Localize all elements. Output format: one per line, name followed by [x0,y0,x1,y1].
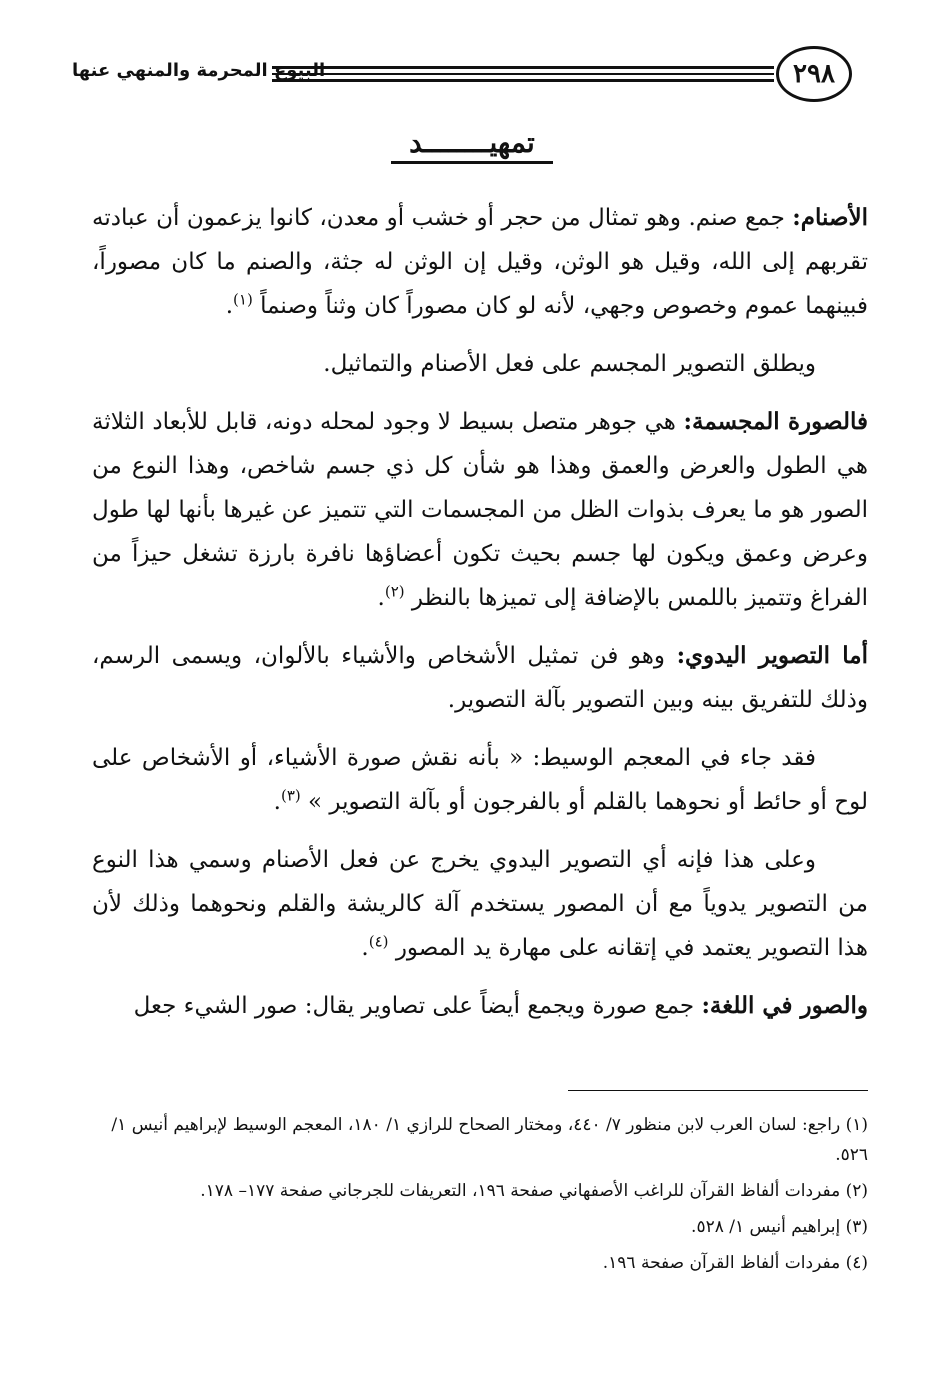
paragraph [92,342,868,386]
body-text [92,196,868,1042]
term: والصور في اللغة: [701,992,868,1019]
header-rule [272,73,774,75]
term: الأصنام: [792,204,868,231]
paragraph [92,634,868,722]
footnote-ref: (١) [233,290,253,309]
paragraph-text: وهو فن تمثيل الأشخاص والأشياء بالألوان، ويسمى الرسم، وذلك للتفريق بينه وبين التصوير بآلة التصوير. [92,643,868,713]
paragraph-end: . [225,293,234,319]
footnotes [74,1110,868,1284]
paragraph-text: فقد جاء في المعجم الوسيط: « بأنه نقش صورة الأشياء، أو الأشخاص على لوح أو حائط أو نحوهما بالقلم أو بالفرجون أو بآلة التصوير » [92,745,868,815]
paragraph-text: وعلى هذا فإنه أي التصوير اليدوي يخرج عن فعل الأصنام وسمي هذا النوع من التصوير يدوياً مع أن المصور يستخدم آلة كالريشة والقلم ونحوهما وذلك لأن هذا التصوير يعتمد في إتقانه على مهارة يد المصور [92,847,868,961]
term: أما التصوير اليدوي: [676,642,868,669]
paragraph-end: . [377,585,385,611]
paragraph [92,196,868,328]
paragraph-end: . [273,789,281,815]
footnote-ref: (٢) [384,582,405,601]
header-rule [272,66,774,69]
paragraph-text: ويطلق التصوير المجسم على فعل الأصنام والتماثيل. [323,351,816,377]
footnote: (٣) إبراهيم أنيس ١/ ٥٢٨. [691,1217,868,1237]
page-number: ٢٩٨ [776,46,852,102]
paragraph-text: جمع صنم. وهو تمثال من حجر أو خشب أو معدن، كانوا يزعمون أن عبادته تقربهم إلى الله، وقيل هو الوثن، وقيل إن الوثن له جثة، والصنم ما كان مصوراً، فبينهما عموم وخصوص وجهي، لأنه لو كان مصوراً كان وثناً وصنماً [92,205,868,319]
paragraph-text: جمع صورة ويجمع أيضاً على تصاوير يقال: صور الشيء جعل [133,993,702,1019]
running-title: البيوع المحرمة والمنهي عنها [72,60,326,81]
footnote: (٢) مفردات ألفاظ القرآن للراغب الأصفهاني صفحة ١٩٦، التعريفات للجرجاني صفحة ١٧٧– ١٧٨. [200,1181,868,1201]
footnote: (١) راجع: لسان العرب لابن منظور ٧/ ٤٤٠، ومختار الصحاح للرازي ١/ ١٨٠، المعجم الوسيط لإبراهيم أنيس ١/ ٥٢٦. [111,1115,868,1165]
paragraph-end: . [361,935,369,961]
section-title [0,126,944,159]
paragraph [92,736,868,824]
footnote-ref: (٤) [368,932,389,951]
footnote-ref: (٣) [280,786,301,805]
footnote: (٤) مفردات ألفاظ القرآن صفحة ١٩٦. [602,1253,868,1273]
section-title-text: تمهيــــــــد [391,126,553,164]
paragraph-text: هي جوهر متصل بسيط لا وجود لمحله دونه، قابل للأبعاد الثلاثة هي الطول والعرض والعمق وهذا هو شأن كل ذي جسم شاخص، وهذا النوع من الصور هو ما يعرف بذوات الظل من المجسمات التي تتميز عن غيرها بأنها لها طول وعرض وعمق ويكون لها جسم بحيث تكون أعضاؤها نافرة بارزة تشغل حيزاً من الفراغ وتتميز باللمس بالإضافة إلى تميزها بالنظر [92,409,868,611]
header-rule [272,79,774,82]
footnote-separator [568,1090,868,1091]
paragraph [92,838,868,970]
paragraph [92,400,868,620]
term: فالصورة المجسمة: [683,408,868,435]
paragraph [92,984,868,1028]
